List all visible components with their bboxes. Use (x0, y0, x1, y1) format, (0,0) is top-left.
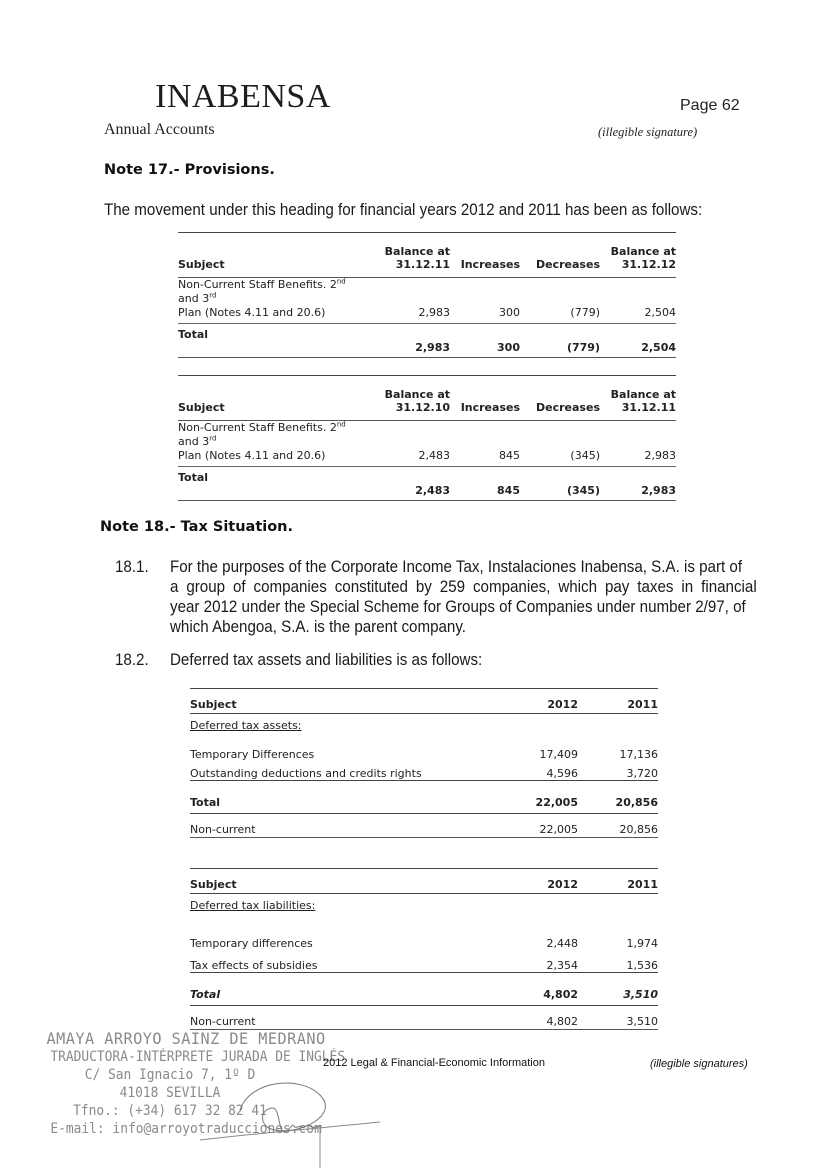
paragraph-18-1-line: a group of companies constituted by 259 companies, which pay taxes in financial (170, 578, 757, 596)
provisions-table-2012 (178, 232, 676, 358)
total-label: Total (190, 973, 490, 1006)
cell-2012: 4,596 (546, 767, 578, 780)
header-2012: 2012 (490, 869, 578, 894)
document-subtitle: Annual Accounts (104, 121, 215, 138)
total-balance-open: 2,983 (368, 324, 450, 358)
cell-decreases: (779) (520, 278, 600, 324)
header-decreases: Decreases (520, 376, 600, 421)
section-row (190, 714, 658, 733)
row-subject: Non-Current Staff Benefits. 2nd and 3rd Plan (Notes 4.11 and 20.6) (178, 278, 368, 324)
header-balance-close: Balance at 31.12.11 (600, 376, 676, 421)
table-header-row (190, 689, 658, 714)
table-row (190, 950, 658, 973)
cell-2012: 17,409 (539, 748, 578, 761)
row-label: Outstanding deductions and credits rights (190, 767, 422, 780)
noncurrent-label: Non-current (190, 814, 490, 838)
paragraph-18-1-line: year 2012 under the Special Scheme for Groups of Companies under number 2/97, of (170, 598, 746, 616)
footer-signatures-note: (illegible signatures) (650, 1058, 748, 1070)
header-2011: 2011 (578, 689, 658, 714)
section-label: Deferred tax assets: (190, 719, 302, 732)
header-subject: Subject (178, 233, 368, 278)
total-balance-open: 2,483 (368, 467, 450, 501)
cell-2012: 2,448 (546, 937, 578, 950)
total-increases: 845 (450, 467, 520, 501)
paragraph-18-1-line: For the purposes of the Corporate Income Tax, Instalaciones Inabensa, S.A. is part of (170, 558, 743, 576)
page-number: Page 62 (680, 97, 740, 114)
deferred-tax-assets-table (190, 688, 658, 838)
stamp-line: 41018 SEVILLA (119, 1085, 221, 1101)
header-subject: Subject (178, 376, 368, 421)
total-decreases: (779) (520, 324, 600, 358)
section-row (190, 894, 658, 913)
total-row (178, 467, 676, 501)
header-2012: 2012 (490, 689, 578, 714)
note-18-heading: Note 18.- Tax Situation. (100, 519, 294, 535)
note-17-heading: Note 17.- Provisions. (104, 162, 275, 178)
stamp-line: C/ San Ignacio 7, 1º D (84, 1067, 256, 1083)
noncurrent-2012: 4,802 (490, 1006, 578, 1030)
table-row (178, 421, 676, 467)
header-balance-open: Balance at 31.12.10 (368, 376, 450, 421)
footer-title: 2012 Legal & Financial-Economic Information (323, 1057, 545, 1069)
header-increases: Increases (450, 233, 520, 278)
total-decreases: (345) (520, 467, 600, 501)
total-balance-close: 2,504 (600, 324, 676, 358)
stamp-line: TRADUCTORA-INTÉRPRETE JURADA DE INGLÉS (50, 1049, 346, 1065)
section-label: Deferred tax liabilities: (190, 899, 316, 912)
total-2011: 3,510 (578, 973, 658, 1006)
total-balance-close: 2,983 (600, 467, 676, 501)
header-balance-open: Balance at 31.12.11 (368, 233, 450, 278)
header-2011: 2011 (578, 869, 658, 894)
cell-2011: 1,974 (626, 937, 658, 950)
table-row (190, 742, 658, 761)
total-2012: 22,005 (490, 781, 578, 814)
paragraph-18-2-text: Deferred tax assets and liabilities is as follows: (170, 651, 483, 669)
total-increases: 300 (450, 324, 520, 358)
table-row (178, 278, 676, 324)
noncurrent-2011: 3,510 (578, 1006, 658, 1030)
noncurrent-row (190, 814, 658, 838)
table-header-row (178, 233, 676, 278)
provisions-table-2011 (178, 375, 676, 501)
signature-note: (illegible signature) (598, 125, 698, 139)
handwritten-signature-icon (180, 1060, 380, 1170)
paragraph-18-1-line: which Abengoa, S.A. is the parent company. (170, 618, 467, 636)
total-row (190, 781, 658, 814)
total-row (190, 973, 658, 1006)
cell-2011: 1,536 (626, 959, 658, 972)
noncurrent-row (190, 1006, 658, 1030)
cell-decreases: (345) (520, 421, 600, 467)
total-label: Total (178, 467, 368, 501)
cell-increases: 300 (450, 278, 520, 324)
paragraph-18-2-number: 18.2. (115, 651, 149, 669)
row-label: Tax effects of subsidies (190, 959, 318, 972)
total-2012: 4,802 (490, 973, 578, 1006)
cell-2012: 2,354 (546, 959, 578, 972)
header-decreases: Decreases (520, 233, 600, 278)
note-17-intro: The movement under this heading for financial years 2012 and 2011 has been as follows: (104, 201, 703, 219)
table-row (190, 928, 658, 950)
noncurrent-2012: 22,005 (490, 814, 578, 838)
cell-balance-open: 2,483 (368, 421, 450, 467)
row-label: Temporary Differences (190, 748, 315, 761)
header-increases: Increases (450, 376, 520, 421)
stamp-line: AMAYA ARROYO SAINZ DE MEDRANO (46, 1029, 326, 1048)
cell-balance-close: 2,504 (600, 278, 676, 324)
paragraph-18-1-number: 18.1. (115, 558, 149, 576)
noncurrent-label: Non-current (190, 1006, 490, 1030)
header-subject: Subject (190, 869, 490, 894)
row-label: Temporary differences (190, 937, 313, 950)
cell-2011: 17,136 (619, 748, 658, 761)
deferred-tax-liabilities-table (190, 868, 658, 1030)
total-label: Total (178, 324, 368, 358)
stamp-line: Tfno.: (+34) 617 32 82 41 (73, 1103, 267, 1119)
total-row (178, 324, 676, 358)
table-row (190, 761, 658, 781)
cell-2011: 3,720 (626, 767, 658, 780)
cell-balance-open: 2,983 (368, 278, 450, 324)
total-label: Total (190, 781, 490, 814)
header-balance-close: Balance at 31.12.12 (600, 233, 676, 278)
row-subject: Non-Current Staff Benefits. 2nd and 3rd Plan (Notes 4.11 and 20.6) (178, 421, 368, 467)
header-subject: Subject (190, 689, 490, 714)
cell-balance-close: 2,983 (600, 421, 676, 467)
stamp-line: E-mail: info@arroyotraducciones.com (50, 1121, 322, 1137)
total-2011: 20,856 (578, 781, 658, 814)
company-logo: INABENSA (155, 78, 331, 115)
noncurrent-2011: 20,856 (578, 814, 658, 838)
table-header-row (190, 869, 658, 894)
table-header-row (178, 376, 676, 421)
cell-increases: 845 (450, 421, 520, 467)
